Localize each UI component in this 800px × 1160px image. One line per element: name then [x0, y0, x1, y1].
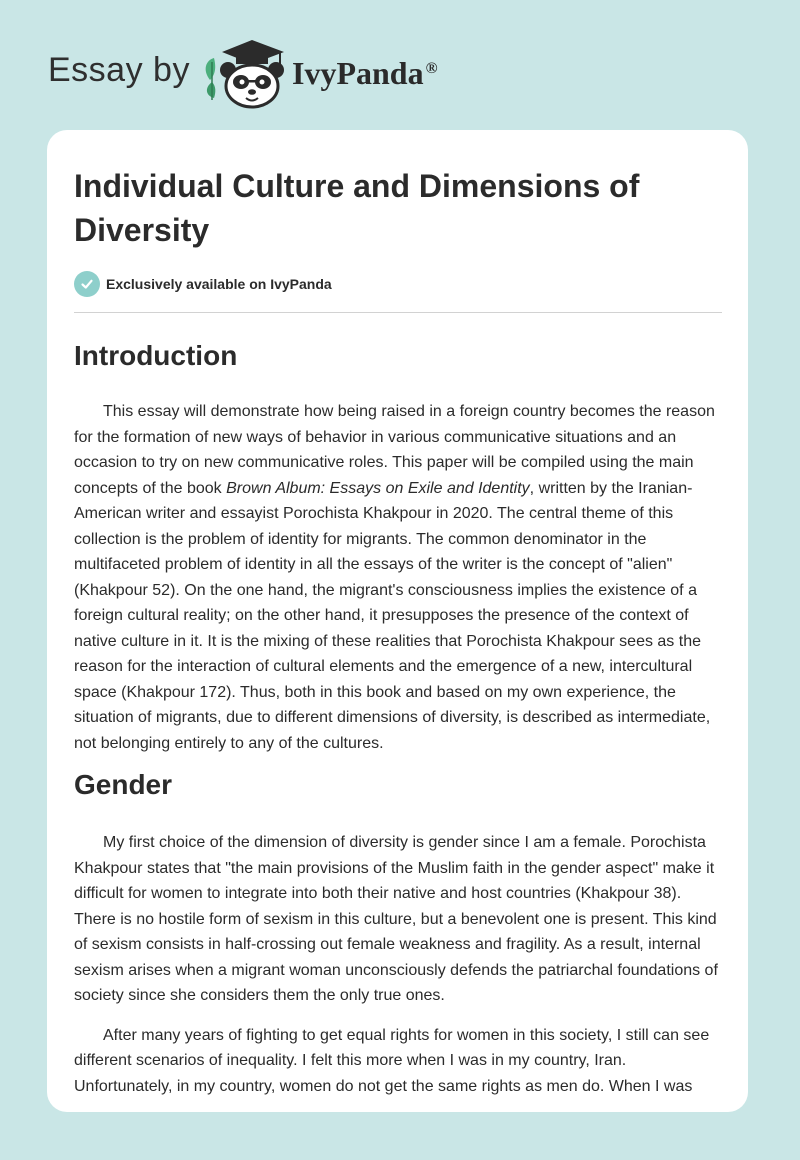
section-heading-gender: Gender	[74, 769, 173, 800]
exclusive-badge	[74, 270, 721, 298]
essay-title: Individual Culture and Dimensions of Diversity	[74, 168, 640, 248]
book-title: Brown Album: Essays on Exile and Identity	[226, 479, 530, 497]
badge-text: Exclusively available on IvyPanda	[106, 276, 332, 292]
paragraph-gender-1: My first choice of the dimension of diversity is gender since I am a female. Porochista Khakpour states that "the main provisions of the Muslim faith in the gender aspect" make it difficult for women to integrate into both their native and host countries (Khakpour 38). There is no hostile form of sexism in this culture, but a benevolent one is present. This kind of sexism consists in half-crossing out female weakness and fragility. As a result, internal sexism arises when a migrant woman unconsciously defends the patriarchal foundations of society since she considers them the only true ones.	[74, 834, 718, 1004]
paragraph-text: This essay will demonstrate how being raised in a foreign country becomes the reason for the formation of new ways of behavior in various communicative situations and an occasion to try on new communicative roles. This paper will be compiled using the main concepts of the book	[74, 403, 715, 497]
registered-mark: ®	[425, 60, 438, 77]
brand-logo-text[interactable]	[292, 54, 438, 92]
check-icon	[74, 271, 100, 297]
divider	[74, 312, 722, 313]
paragraph-text: , written by the Iranian-American writer and essayist Porochista Khakpour in 2020. The central theme of this collection is the problem of identity for migrants. The common denominator in the multifaceted problem of identity in all the essays of the writer is the concept of "alien" (Khakpour 52). On the one hand, the migrant's consciousness implies the existence of a foreign cultural reality; on the other hand, it presupposes the presence of the context of native culture in it. It is the mixing of these realities that Porochista Khakpour sees as the reason for the interaction of cultural elements and the emergence of a new, intercultural space (Khakpour 172). Thus, both in this book and based on my own experience, the situation of migrants, due to different dimensions of diversity, is described as intermediate, not belonging entirely to any of the cultures.	[74, 479, 711, 752]
paragraph-gender-2: After many years of fighting to get equal rights for women in this society, I still can see different scenarios of inequality. I felt this more when I was in my country, Iran. Unfortunately, in my country, women do not get the same rights as men do. When I was	[74, 1026, 710, 1095]
essay-card	[47, 130, 748, 1112]
section-heading-introduction: Introduction	[74, 340, 238, 371]
brand-name: IvyPanda	[292, 55, 424, 91]
panda-graduate-icon[interactable]	[200, 36, 290, 110]
brand-prefix: Essay by	[48, 51, 190, 89]
site-header	[0, 0, 800, 130]
paragraph-introduction	[74, 399, 722, 756]
